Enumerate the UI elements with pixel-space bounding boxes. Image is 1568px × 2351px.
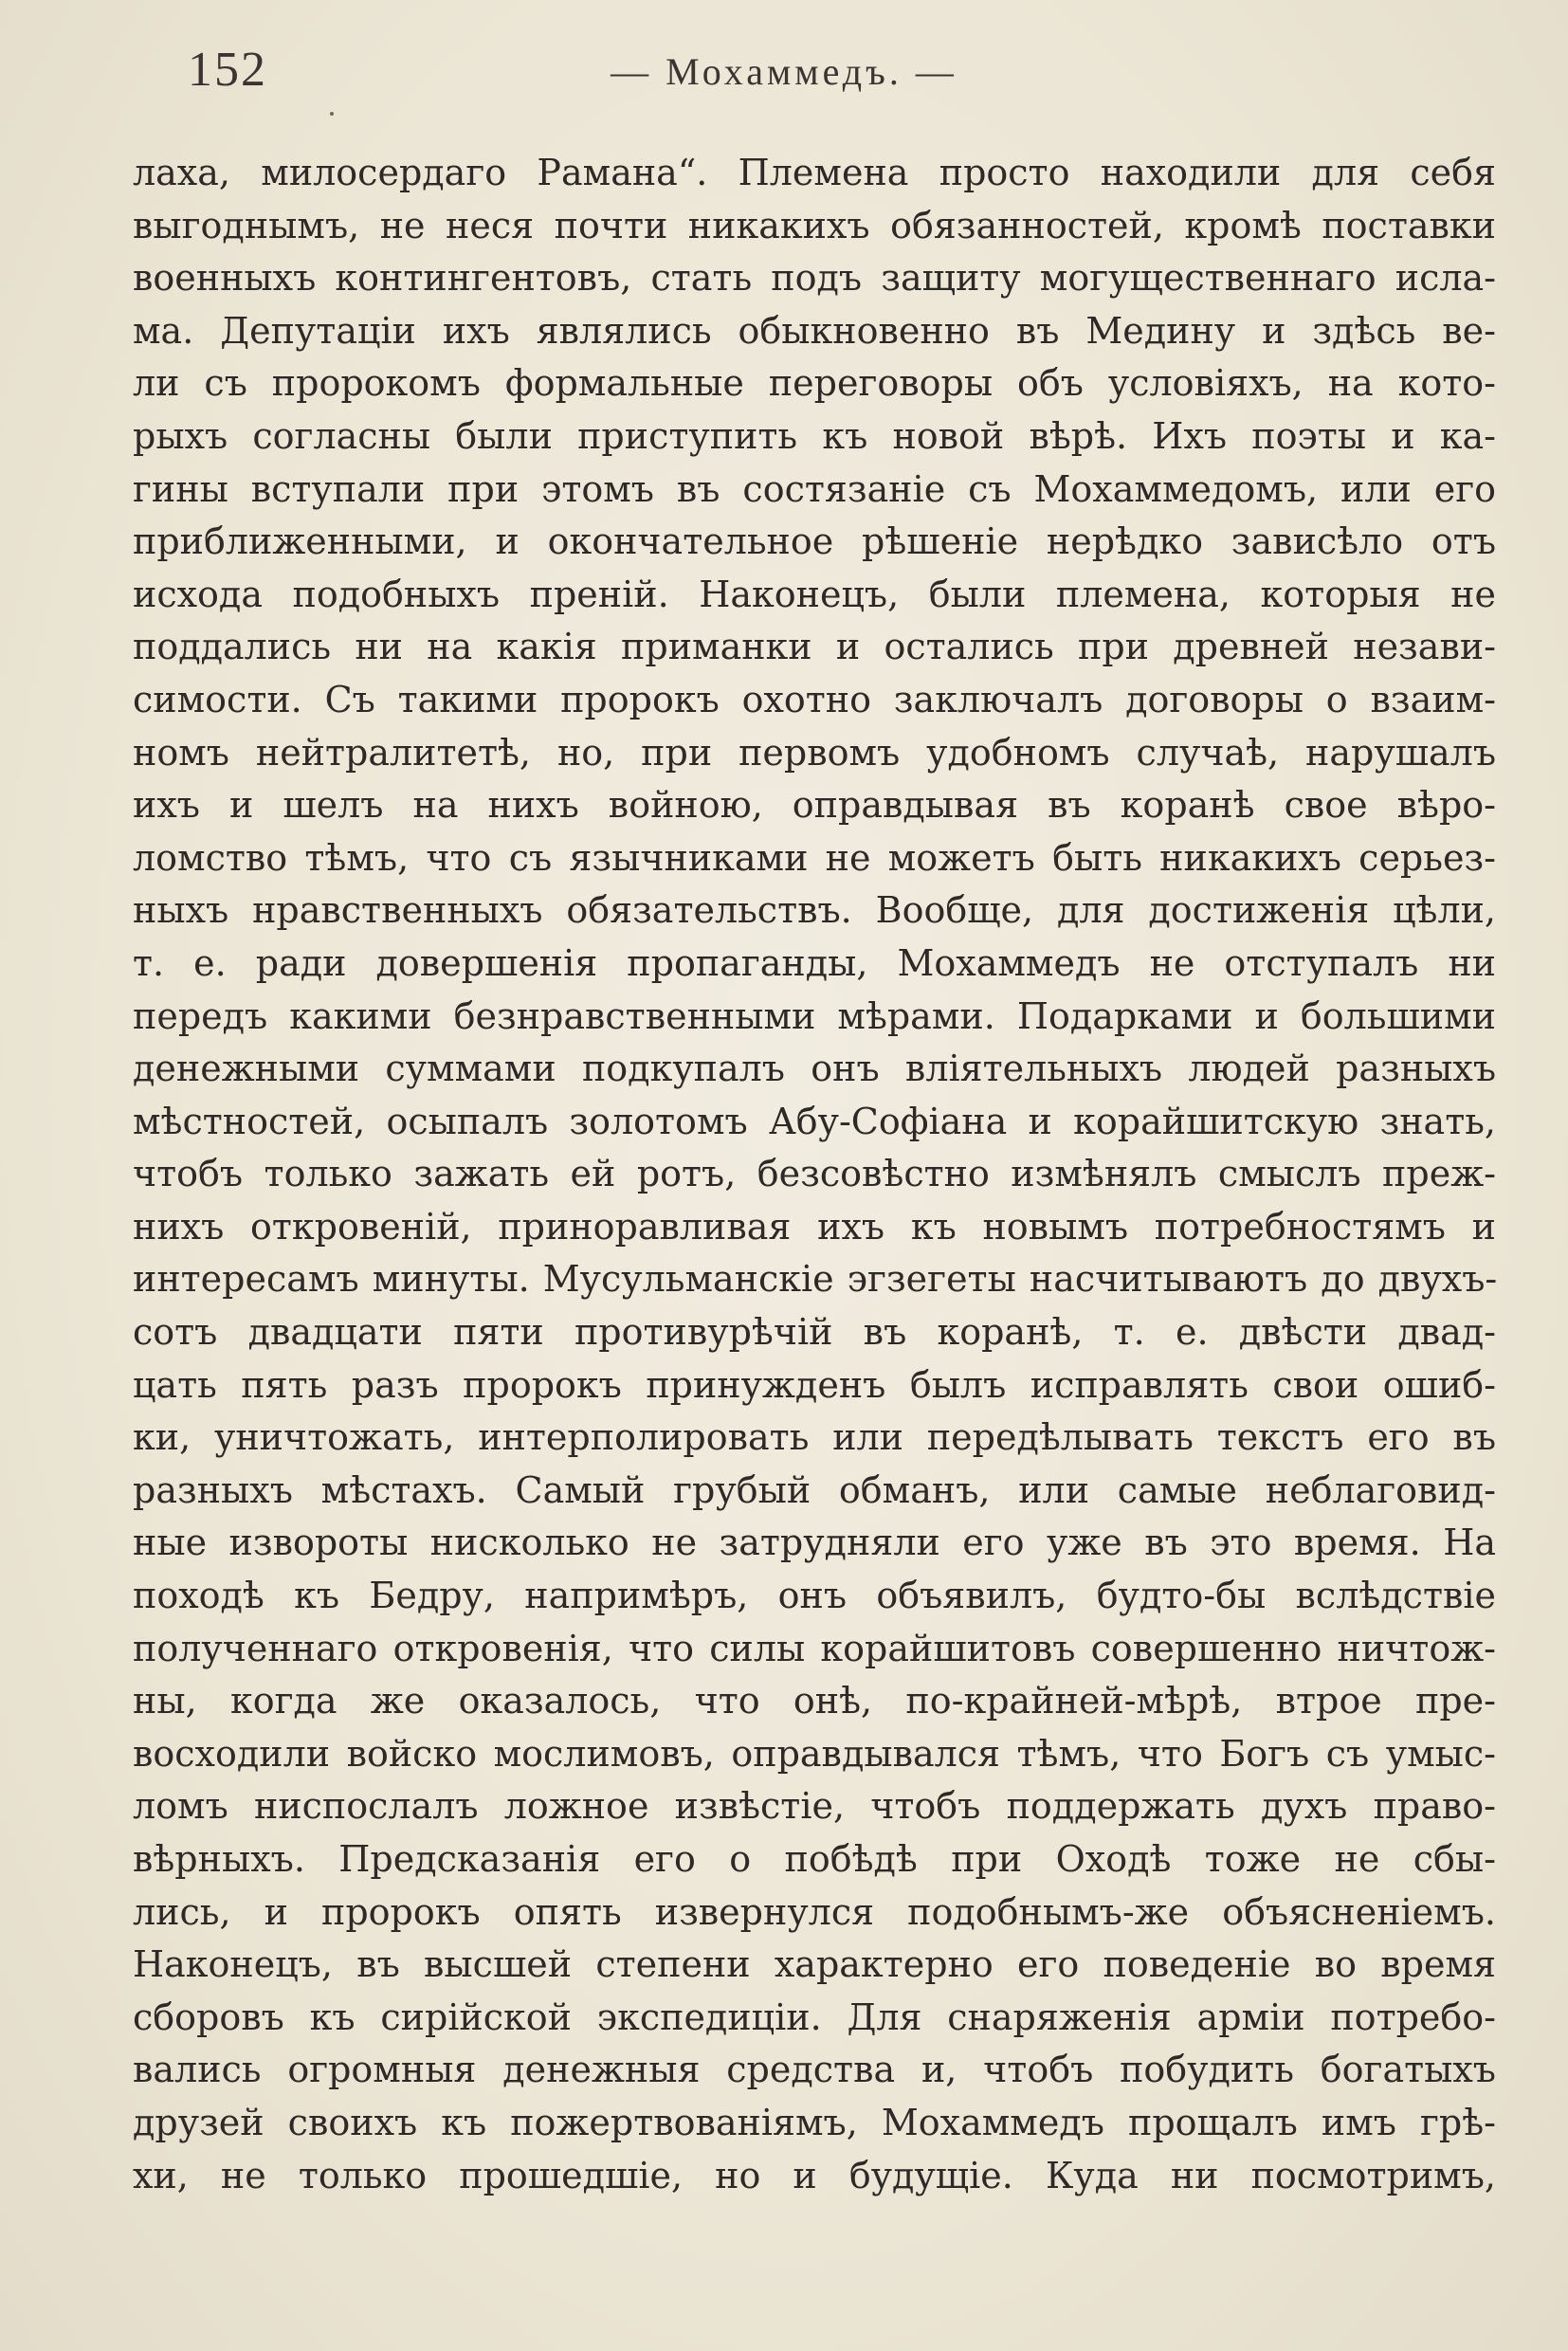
text-line: ки, уничтожать, интерполировать или передѣлывать текстъ его въ [133, 1416, 1496, 1459]
text-line: ломство тѣмъ, что съ язычниками не можетъ быть никакихъ серьез- [133, 836, 1496, 879]
text-line: мѣстностей, осыпалъ золотомъ Абу-Софіана и корайшитскую знать, [133, 1100, 1496, 1142]
text-line: вались огромныя денежныя средства и, чтобъ побудить богатыхъ [133, 2049, 1496, 2091]
text-line: денежными суммами подкупалъ онъ вліятельныхъ людей разныхъ [133, 1048, 1496, 1090]
text-line: ломъ ниспослалъ ложное извѣстіе, чтобъ поддержать духъ право- [133, 1785, 1496, 1828]
text-line: симости. Съ такими пророкъ охотно заключалъ договоры о взаим- [133, 678, 1496, 720]
text-line: лаха, милосердаго Рамана“. Племена просто находили для себя [133, 152, 1496, 193]
text-line: чтобъ только зажать ей ротъ, безсовѣстно измѣнялъ смыслъ преж- [133, 1153, 1496, 1195]
text-line: ли съ пророкомъ формальные переговоры объ условіяхъ, на кото- [133, 362, 1496, 405]
text-line: сотъ двадцати пяти противурѣчій въ коранѣ, т. е. двѣсти двад- [133, 1311, 1496, 1354]
text-line: цать пять разъ пророкъ принужденъ былъ исправлять свои ошиб- [133, 1363, 1496, 1406]
text-line: т. е. ради довершенія пропаганды, Мохаммедъ не отступалъ ни [133, 941, 1496, 984]
text-line: военныхъ контингентовъ, стать подъ защиту могущественнаго исла- [133, 257, 1496, 300]
text-line: нихъ откровеній, приноравливая ихъ къ новымъ потребностямъ и [133, 1205, 1496, 1248]
ink-speck [330, 112, 334, 116]
text-line: ные извороты нисколько не затрудняли его уже въ это время. На [133, 1522, 1496, 1564]
text-line: рыхъ согласны были приступить къ новой вѣрѣ. Ихъ поэты и ка- [133, 414, 1496, 457]
text-line: исхода подобныхъ преній. Наконецъ, были племена, которыя не [133, 573, 1496, 615]
text-line: передъ какими безнравственными мѣрами. Подарками и большими [133, 994, 1496, 1037]
text-line: хи, не только прошедшіе, но и будущіе. Куда ни посмотримъ, [133, 2154, 1496, 2196]
running-head: — Мохаммедъ. — [611, 50, 957, 93]
text-line: походѣ къ Бедру, напримѣръ, онъ объявилъ, будто-бы вслѣдствіе [133, 1575, 1496, 1617]
text-line: друзей своихъ къ пожертвованіямъ, Мохаммедъ прощалъ имъ грѣ- [133, 2101, 1496, 2143]
text-line: ны, когда же оказалось, что онѣ, по-крайней-мѣрѣ, втрое пре- [133, 1680, 1496, 1722]
page-header [0, 42, 1568, 99]
text-line: ихъ и шелъ на нихъ войною, оправдывая въ коранѣ свое вѣро- [133, 784, 1496, 827]
text-line: восходили войско мослимовъ, оправдывался тѣмъ, что Богъ съ умыс- [133, 1732, 1496, 1775]
text-line: номъ нейтралитетѣ, но, при первомъ удобномъ случаѣ, нарушалъ [133, 731, 1496, 774]
text-line: ма. Депутаціи ихъ являлись обыкновенно въ Медину и здѣсь ве- [133, 309, 1496, 352]
text-line: Наконецъ, въ высшей степени характерно его поведеніе во время [133, 1943, 1496, 1986]
text-line: ныхъ нравственныхъ обязательствъ. Вообще, для достиженія цѣли, [133, 889, 1496, 932]
text-line: приближенными, и окончательное рѣшеніе нерѣдко зависѣло отъ [133, 520, 1496, 563]
text-line: разныхъ мѣстахъ. Самый грубый обманъ, или самые неблаговид- [133, 1468, 1496, 1511]
text-line: полученнаго откровенія, что силы корайшитовъ совершенно ничтож- [133, 1627, 1496, 1669]
text-line: гины вступали при этомъ въ состязаніе съ Мохаммедомъ, или его [133, 467, 1496, 510]
text-line: лись, и пророкъ опять извернулся подобнымъ-же объясненіемъ. [133, 1890, 1496, 1933]
text-line: выгоднымъ, не неся почти никакихъ обязанностей, кромѣ поставки [133, 204, 1496, 246]
page-number: 152 [188, 43, 267, 97]
text-line: интересамъ минуты. Мусульманскіе эгзегеты насчитываютъ до двухъ- [133, 1258, 1498, 1301]
text-line: сборовъ къ сирійской экспедиціи. Для снаряженія арміи потребо- [133, 1996, 1496, 2038]
body-text [133, 147, 1496, 2202]
text-line: поддались ни на какія приманки и остались при древней незави- [133, 626, 1496, 668]
text-line: вѣрныхъ. Предсказанія его о побѣдѣ при Оходѣ тоже не сбы- [133, 1838, 1496, 1880]
